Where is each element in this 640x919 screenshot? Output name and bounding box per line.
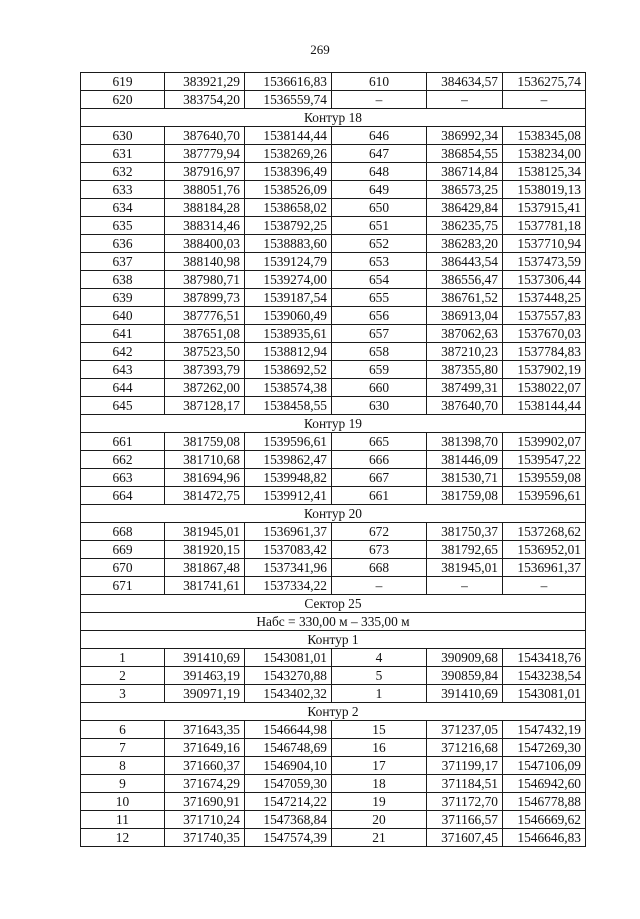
x-coordinate-cell: 386573,25 bbox=[427, 181, 503, 199]
point-number-cell: 652 bbox=[332, 235, 427, 253]
table-row bbox=[81, 775, 586, 793]
point-number-cell: 619 bbox=[81, 73, 165, 91]
x-coordinate-cell: 387916,97 bbox=[165, 163, 245, 181]
x-coordinate-cell: 381945,01 bbox=[165, 523, 245, 541]
x-coordinate-cell: 387393,79 bbox=[165, 361, 245, 379]
point-number-cell: 670 bbox=[81, 559, 165, 577]
point-number-cell: 3 bbox=[81, 685, 165, 703]
point-number-cell: 668 bbox=[81, 523, 165, 541]
point-number-cell: 666 bbox=[332, 451, 427, 469]
x-coordinate-cell: 388140,98 bbox=[165, 253, 245, 271]
x-coordinate-cell: 386992,34 bbox=[427, 127, 503, 145]
point-number-cell: 5 bbox=[332, 667, 427, 685]
x-coordinate-cell: 381398,70 bbox=[427, 433, 503, 451]
x-coordinate-cell: 371710,24 bbox=[165, 811, 245, 829]
x-coordinate-cell: 371216,68 bbox=[427, 739, 503, 757]
x-coordinate-cell: 386854,55 bbox=[427, 145, 503, 163]
point-number-cell: 661 bbox=[81, 433, 165, 451]
point-number-cell: 11 bbox=[81, 811, 165, 829]
table-row bbox=[81, 433, 586, 451]
y-coordinate-cell: 1538019,13 bbox=[503, 181, 586, 199]
table-row bbox=[81, 793, 586, 811]
y-coordinate-cell: 1537334,22 bbox=[245, 577, 332, 595]
x-coordinate-cell: 387776,51 bbox=[165, 307, 245, 325]
point-number-cell: 673 bbox=[332, 541, 427, 559]
x-coordinate-cell: 381920,15 bbox=[165, 541, 245, 559]
y-coordinate-cell: 1538345,08 bbox=[503, 127, 586, 145]
x-coordinate-cell: 384634,57 bbox=[427, 73, 503, 91]
x-coordinate-cell: 388051,76 bbox=[165, 181, 245, 199]
coordinates-table-body bbox=[81, 73, 586, 847]
x-coordinate-cell: 386429,84 bbox=[427, 199, 503, 217]
x-coordinate-cell: 381710,68 bbox=[165, 451, 245, 469]
point-number-cell: 662 bbox=[81, 451, 165, 469]
y-coordinate-cell: 1539187,54 bbox=[245, 289, 332, 307]
y-coordinate-cell: 1543081,01 bbox=[503, 685, 586, 703]
y-coordinate-cell: 1539274,00 bbox=[245, 271, 332, 289]
x-coordinate-cell: 386443,54 bbox=[427, 253, 503, 271]
x-coordinate-cell: 386283,20 bbox=[427, 235, 503, 253]
y-coordinate-cell: 1539124,79 bbox=[245, 253, 332, 271]
table-row bbox=[81, 163, 586, 181]
table-row bbox=[81, 577, 586, 595]
point-number-cell: 631 bbox=[81, 145, 165, 163]
section-header-row bbox=[81, 109, 586, 127]
point-number-cell: 638 bbox=[81, 271, 165, 289]
y-coordinate-cell: 1547059,30 bbox=[245, 775, 332, 793]
point-number-cell: 620 bbox=[81, 91, 165, 109]
x-coordinate-cell: 381867,48 bbox=[165, 559, 245, 577]
point-number-cell: 7 bbox=[81, 739, 165, 757]
x-coordinate-cell: 388400,03 bbox=[165, 235, 245, 253]
x-coordinate-cell: 386714,84 bbox=[427, 163, 503, 181]
section-header: Контур 20 bbox=[81, 505, 586, 523]
x-coordinate-cell: 381945,01 bbox=[427, 559, 503, 577]
x-coordinate-cell: 388314,46 bbox=[165, 217, 245, 235]
table-row bbox=[81, 307, 586, 325]
x-coordinate-cell: 371184,51 bbox=[427, 775, 503, 793]
x-coordinate-cell: 387980,71 bbox=[165, 271, 245, 289]
x-coordinate-cell: 381792,65 bbox=[427, 541, 503, 559]
point-number-cell: 9 bbox=[81, 775, 165, 793]
y-coordinate-cell: 1539596,61 bbox=[503, 487, 586, 505]
point-number-cell: 636 bbox=[81, 235, 165, 253]
y-coordinate-cell: 1537915,41 bbox=[503, 199, 586, 217]
point-number-cell: 637 bbox=[81, 253, 165, 271]
table-row bbox=[81, 739, 586, 757]
y-coordinate-cell: 1539902,07 bbox=[503, 433, 586, 451]
point-number-cell: 18 bbox=[332, 775, 427, 793]
y-coordinate-cell: 1543238,54 bbox=[503, 667, 586, 685]
x-coordinate-cell: 371660,37 bbox=[165, 757, 245, 775]
y-coordinate-cell: 1543418,76 bbox=[503, 649, 586, 667]
x-coordinate-cell: 387355,80 bbox=[427, 361, 503, 379]
y-coordinate-cell: 1538022,07 bbox=[503, 379, 586, 397]
point-number-cell: 671 bbox=[81, 577, 165, 595]
y-coordinate-cell: 1539862,47 bbox=[245, 451, 332, 469]
y-coordinate-cell: 1537710,94 bbox=[503, 235, 586, 253]
y-coordinate-cell: 1539060,49 bbox=[245, 307, 332, 325]
y-coordinate-cell: 1547432,19 bbox=[503, 721, 586, 739]
y-coordinate-cell: 1537670,03 bbox=[503, 325, 586, 343]
x-coordinate-cell: 381472,75 bbox=[165, 487, 245, 505]
point-number-cell: 2 bbox=[81, 667, 165, 685]
y-coordinate-cell: 1538812,94 bbox=[245, 343, 332, 361]
y-coordinate-cell: 1537784,83 bbox=[503, 343, 586, 361]
table-row bbox=[81, 217, 586, 235]
y-coordinate-cell: 1537781,18 bbox=[503, 217, 586, 235]
y-coordinate-cell: 1536952,01 bbox=[503, 541, 586, 559]
y-coordinate-cell: 1537083,42 bbox=[245, 541, 332, 559]
y-coordinate-cell: 1536961,37 bbox=[245, 523, 332, 541]
table-row bbox=[81, 127, 586, 145]
table-row bbox=[81, 649, 586, 667]
table-row bbox=[81, 469, 586, 487]
y-coordinate-cell: 1538658,02 bbox=[245, 199, 332, 217]
x-coordinate-cell: 371199,17 bbox=[427, 757, 503, 775]
point-number-cell: 610 bbox=[332, 73, 427, 91]
table-row bbox=[81, 235, 586, 253]
section-header: Контур 2 bbox=[81, 703, 586, 721]
x-coordinate-cell: 371690,91 bbox=[165, 793, 245, 811]
point-number-cell: 664 bbox=[81, 487, 165, 505]
point-number-cell: 669 bbox=[81, 541, 165, 559]
y-coordinate-cell: 1538144,44 bbox=[245, 127, 332, 145]
point-number-cell: 632 bbox=[81, 163, 165, 181]
x-coordinate-cell: 381446,09 bbox=[427, 451, 503, 469]
table-row bbox=[81, 559, 586, 577]
table-row bbox=[81, 379, 586, 397]
y-coordinate-cell: 1539948,82 bbox=[245, 469, 332, 487]
x-coordinate-cell: 371166,57 bbox=[427, 811, 503, 829]
point-number-cell: 653 bbox=[332, 253, 427, 271]
point-number-cell: 635 bbox=[81, 217, 165, 235]
x-coordinate-cell: 371643,35 bbox=[165, 721, 245, 739]
point-number-cell: 650 bbox=[332, 199, 427, 217]
y-coordinate-cell: 1537473,59 bbox=[503, 253, 586, 271]
x-coordinate-cell: 381530,71 bbox=[427, 469, 503, 487]
table-row bbox=[81, 343, 586, 361]
table-row bbox=[81, 811, 586, 829]
section-header-row bbox=[81, 613, 586, 631]
y-coordinate-cell: 1539912,41 bbox=[245, 487, 332, 505]
y-coordinate-cell: – bbox=[503, 91, 586, 109]
point-number-cell: 651 bbox=[332, 217, 427, 235]
y-coordinate-cell: 1538574,38 bbox=[245, 379, 332, 397]
point-number-cell: 640 bbox=[81, 307, 165, 325]
point-number-cell: 20 bbox=[332, 811, 427, 829]
table-row bbox=[81, 397, 586, 415]
table-row bbox=[81, 73, 586, 91]
table-row bbox=[81, 325, 586, 343]
table-row bbox=[81, 667, 586, 685]
y-coordinate-cell: 1536961,37 bbox=[503, 559, 586, 577]
x-coordinate-cell: 387262,00 bbox=[165, 379, 245, 397]
x-coordinate-cell: 371649,16 bbox=[165, 739, 245, 757]
x-coordinate-cell: 381694,96 bbox=[165, 469, 245, 487]
x-coordinate-cell: 386761,52 bbox=[427, 289, 503, 307]
point-number-cell: 661 bbox=[332, 487, 427, 505]
y-coordinate-cell: 1546748,69 bbox=[245, 739, 332, 757]
point-number-cell: 647 bbox=[332, 145, 427, 163]
section-header-row bbox=[81, 505, 586, 523]
x-coordinate-cell: 391410,69 bbox=[165, 649, 245, 667]
y-coordinate-cell: 1547368,84 bbox=[245, 811, 332, 829]
x-coordinate-cell: 386556,47 bbox=[427, 271, 503, 289]
x-coordinate-cell: 381741,61 bbox=[165, 577, 245, 595]
y-coordinate-cell: – bbox=[503, 577, 586, 595]
x-coordinate-cell: 387499,31 bbox=[427, 379, 503, 397]
point-number-cell: 17 bbox=[332, 757, 427, 775]
x-coordinate-cell: 387779,94 bbox=[165, 145, 245, 163]
section-header-row bbox=[81, 703, 586, 721]
table-row bbox=[81, 829, 586, 847]
y-coordinate-cell: 1546778,88 bbox=[503, 793, 586, 811]
x-coordinate-cell: 371607,45 bbox=[427, 829, 503, 847]
point-number-cell: 645 bbox=[81, 397, 165, 415]
y-coordinate-cell: 1536275,74 bbox=[503, 73, 586, 91]
point-number-cell: 19 bbox=[332, 793, 427, 811]
table-row bbox=[81, 253, 586, 271]
table-row bbox=[81, 361, 586, 379]
y-coordinate-cell: 1539547,22 bbox=[503, 451, 586, 469]
x-coordinate-cell: 371172,70 bbox=[427, 793, 503, 811]
y-coordinate-cell: 1539559,08 bbox=[503, 469, 586, 487]
y-coordinate-cell: 1538234,00 bbox=[503, 145, 586, 163]
x-coordinate-cell: 390859,84 bbox=[427, 667, 503, 685]
point-number-cell: 648 bbox=[332, 163, 427, 181]
y-coordinate-cell: 1543402,32 bbox=[245, 685, 332, 703]
point-number-cell: 634 bbox=[81, 199, 165, 217]
point-number-cell: 646 bbox=[332, 127, 427, 145]
table-row bbox=[81, 757, 586, 775]
y-coordinate-cell: 1538458,55 bbox=[245, 397, 332, 415]
y-coordinate-cell: 1537306,44 bbox=[503, 271, 586, 289]
y-coordinate-cell: 1546646,83 bbox=[503, 829, 586, 847]
y-coordinate-cell: 1538144,44 bbox=[503, 397, 586, 415]
x-coordinate-cell: 386913,04 bbox=[427, 307, 503, 325]
point-number-cell: 657 bbox=[332, 325, 427, 343]
x-coordinate-cell: 387640,70 bbox=[165, 127, 245, 145]
point-number-cell: 4 bbox=[332, 649, 427, 667]
y-coordinate-cell: 1547269,30 bbox=[503, 739, 586, 757]
point-number-cell: 15 bbox=[332, 721, 427, 739]
point-number-cell: 630 bbox=[332, 397, 427, 415]
y-coordinate-cell: 1537448,25 bbox=[503, 289, 586, 307]
x-coordinate-cell: 390971,19 bbox=[165, 685, 245, 703]
y-coordinate-cell: 1537557,83 bbox=[503, 307, 586, 325]
y-coordinate-cell: 1538692,52 bbox=[245, 361, 332, 379]
table-row bbox=[81, 181, 586, 199]
x-coordinate-cell: 390909,68 bbox=[427, 649, 503, 667]
section-header-row bbox=[81, 415, 586, 433]
y-coordinate-cell: 1546644,98 bbox=[245, 721, 332, 739]
point-number-cell: – bbox=[332, 91, 427, 109]
section-header: Набс = 330,00 м – 335,00 м bbox=[81, 613, 586, 631]
x-coordinate-cell: 387062,63 bbox=[427, 325, 503, 343]
y-coordinate-cell: 1536559,74 bbox=[245, 91, 332, 109]
table-row bbox=[81, 721, 586, 739]
point-number-cell: 8 bbox=[81, 757, 165, 775]
table-row bbox=[81, 451, 586, 469]
x-coordinate-cell: 381759,08 bbox=[427, 487, 503, 505]
point-number-cell: 10 bbox=[81, 793, 165, 811]
y-coordinate-cell: 1546942,60 bbox=[503, 775, 586, 793]
y-coordinate-cell: 1547574,39 bbox=[245, 829, 332, 847]
table-row bbox=[81, 271, 586, 289]
x-coordinate-cell: – bbox=[427, 91, 503, 109]
point-number-cell: 658 bbox=[332, 343, 427, 361]
x-coordinate-cell: 383754,20 bbox=[165, 91, 245, 109]
y-coordinate-cell: 1538935,61 bbox=[245, 325, 332, 343]
point-number-cell: 672 bbox=[332, 523, 427, 541]
table-row bbox=[81, 91, 586, 109]
table-row bbox=[81, 199, 586, 217]
point-number-cell: 655 bbox=[332, 289, 427, 307]
point-number-cell: 21 bbox=[332, 829, 427, 847]
x-coordinate-cell: 383921,29 bbox=[165, 73, 245, 91]
point-number-cell: 649 bbox=[332, 181, 427, 199]
point-number-cell: 12 bbox=[81, 829, 165, 847]
point-number-cell: 633 bbox=[81, 181, 165, 199]
x-coordinate-cell: 386235,75 bbox=[427, 217, 503, 235]
y-coordinate-cell: 1537902,19 bbox=[503, 361, 586, 379]
point-number-cell: 642 bbox=[81, 343, 165, 361]
point-number-cell: 630 bbox=[81, 127, 165, 145]
point-number-cell: 660 bbox=[332, 379, 427, 397]
section-header-row bbox=[81, 595, 586, 613]
x-coordinate-cell: 391463,19 bbox=[165, 667, 245, 685]
x-coordinate-cell: 387128,17 bbox=[165, 397, 245, 415]
section-header: Контур 1 bbox=[81, 631, 586, 649]
y-coordinate-cell: 1538792,25 bbox=[245, 217, 332, 235]
y-coordinate-cell: 1546904,10 bbox=[245, 757, 332, 775]
point-number-cell: 641 bbox=[81, 325, 165, 343]
x-coordinate-cell: 371674,29 bbox=[165, 775, 245, 793]
point-number-cell: 656 bbox=[332, 307, 427, 325]
x-coordinate-cell: – bbox=[427, 577, 503, 595]
point-number-cell: 659 bbox=[332, 361, 427, 379]
point-number-cell: 643 bbox=[81, 361, 165, 379]
y-coordinate-cell: 1537341,96 bbox=[245, 559, 332, 577]
coordinates-table bbox=[80, 72, 586, 847]
x-coordinate-cell: 388184,28 bbox=[165, 199, 245, 217]
point-number-cell: 654 bbox=[332, 271, 427, 289]
x-coordinate-cell: 387640,70 bbox=[427, 397, 503, 415]
point-number-cell: 663 bbox=[81, 469, 165, 487]
y-coordinate-cell: 1538269,26 bbox=[245, 145, 332, 163]
x-coordinate-cell: 381750,37 bbox=[427, 523, 503, 541]
y-coordinate-cell: 1538396,49 bbox=[245, 163, 332, 181]
section-header: Контур 19 bbox=[81, 415, 586, 433]
table-row bbox=[81, 541, 586, 559]
point-number-cell: 639 bbox=[81, 289, 165, 307]
x-coordinate-cell: 387651,08 bbox=[165, 325, 245, 343]
table-row bbox=[81, 145, 586, 163]
x-coordinate-cell: 387210,23 bbox=[427, 343, 503, 361]
point-number-cell: 668 bbox=[332, 559, 427, 577]
x-coordinate-cell: 391410,69 bbox=[427, 685, 503, 703]
page-number: 269 bbox=[310, 42, 330, 57]
point-number-cell: 644 bbox=[81, 379, 165, 397]
y-coordinate-cell: 1546669,62 bbox=[503, 811, 586, 829]
point-number-cell: – bbox=[332, 577, 427, 595]
point-number-cell: 667 bbox=[332, 469, 427, 487]
y-coordinate-cell: 1547106,09 bbox=[503, 757, 586, 775]
point-number-cell: 1 bbox=[332, 685, 427, 703]
point-number-cell: 16 bbox=[332, 739, 427, 757]
point-number-cell: 665 bbox=[332, 433, 427, 451]
section-header-row bbox=[81, 631, 586, 649]
y-coordinate-cell: 1543081,01 bbox=[245, 649, 332, 667]
y-coordinate-cell: 1543270,88 bbox=[245, 667, 332, 685]
y-coordinate-cell: 1538526,09 bbox=[245, 181, 332, 199]
y-coordinate-cell: 1538125,34 bbox=[503, 163, 586, 181]
y-coordinate-cell: 1539596,61 bbox=[245, 433, 332, 451]
table-row bbox=[81, 289, 586, 307]
y-coordinate-cell: 1547214,22 bbox=[245, 793, 332, 811]
x-coordinate-cell: 371740,35 bbox=[165, 829, 245, 847]
x-coordinate-cell: 387899,73 bbox=[165, 289, 245, 307]
section-header: Контур 18 bbox=[81, 109, 586, 127]
y-coordinate-cell: 1538883,60 bbox=[245, 235, 332, 253]
point-number-cell: 1 bbox=[81, 649, 165, 667]
x-coordinate-cell: 387523,50 bbox=[165, 343, 245, 361]
point-number-cell: 6 bbox=[81, 721, 165, 739]
table-row bbox=[81, 685, 586, 703]
y-coordinate-cell: 1537268,62 bbox=[503, 523, 586, 541]
table-row bbox=[81, 523, 586, 541]
table-row bbox=[81, 487, 586, 505]
x-coordinate-cell: 371237,05 bbox=[427, 721, 503, 739]
x-coordinate-cell: 381759,08 bbox=[165, 433, 245, 451]
y-coordinate-cell: 1536616,83 bbox=[245, 73, 332, 91]
section-header: Сектор 25 bbox=[81, 595, 586, 613]
